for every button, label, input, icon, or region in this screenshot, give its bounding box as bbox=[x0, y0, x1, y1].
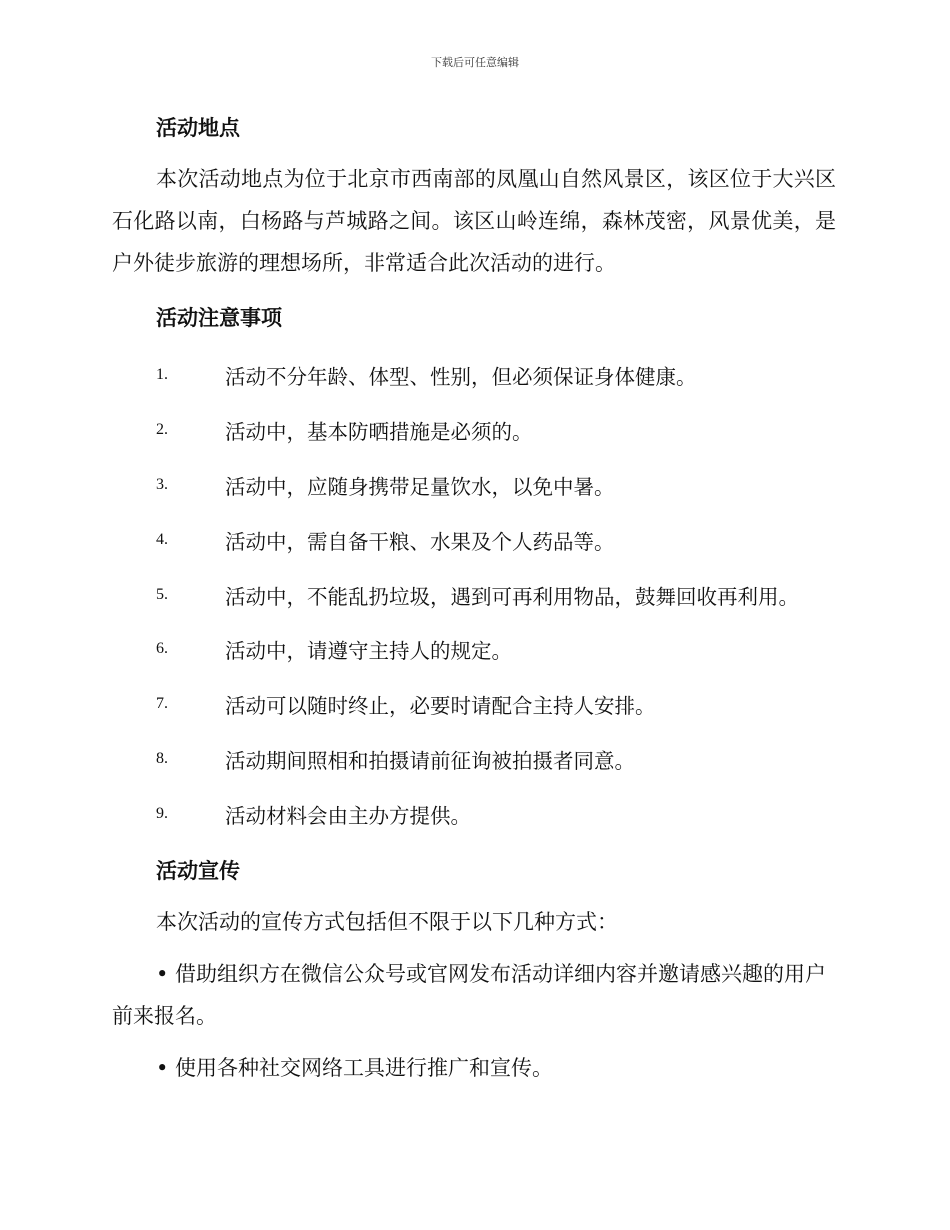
list-item-number: 5. bbox=[156, 585, 168, 603]
list-item-text: 活动可以随时终止，必要时请配合主持人安排。 bbox=[225, 694, 656, 719]
list-item-text: 活动中，应随身携带足量饮水，以免中暑。 bbox=[225, 474, 615, 499]
list-item bbox=[112, 403, 836, 458]
section-title-location: 活动地点 bbox=[156, 116, 240, 140]
section-title-notes: 活动注意事项 bbox=[156, 306, 282, 330]
list-item-text: 活动中，基本防晒措施是必须的。 bbox=[225, 420, 533, 445]
list-item-text: 活动中，请遵守主持人的规定。 bbox=[225, 639, 512, 664]
list-item bbox=[112, 732, 836, 787]
list-item-number: 6. bbox=[156, 640, 168, 658]
list-item-number: 9. bbox=[156, 804, 168, 822]
promotion-intro: 本次活动的宣传方式包括但不限于以下几种方式： bbox=[156, 910, 618, 935]
list-item-number: 8. bbox=[156, 749, 168, 767]
list-item-text: 活动中，不能乱扔垃圾，遇到可再利用物品，鼓舞回收再利用。 bbox=[225, 584, 799, 609]
list-item-number: 1. bbox=[156, 366, 168, 384]
list-item-text: 活动材料会由主办方提供。 bbox=[225, 803, 471, 828]
list-item bbox=[112, 458, 836, 513]
list-item-number: 3. bbox=[156, 475, 168, 493]
list-item-text: 活动期间照相和拍摄请前征询被拍摄者同意。 bbox=[225, 748, 635, 773]
list-item bbox=[112, 622, 836, 677]
promotion-bullet: • 借助组织方在微信公众号或官网发布活动详细内容并邀请感兴趣的用户前来报名。 bbox=[112, 962, 827, 1029]
location-paragraph: 本次活动地点为位于北京市西南部的凤凰山自然风景区，该区位于大兴区石化路以南，白杨路与芦城路之间。该区山岭连绵，森林茂密，风景优美，是户外徒步旅游的理想场所，非常适合此次活动的进行。 bbox=[112, 167, 836, 275]
list-item-number: 2. bbox=[156, 421, 168, 439]
header-note: 下载后可任意编辑 bbox=[431, 56, 519, 69]
list-item-text: 活动不分年龄、体型、性别，但必须保证身体健康。 bbox=[225, 365, 697, 390]
document-content bbox=[112, 108, 836, 1089]
list-item bbox=[112, 786, 836, 841]
list-item bbox=[112, 512, 836, 567]
section-title-promotion: 活动宣传 bbox=[156, 859, 240, 884]
notes-list bbox=[112, 348, 836, 841]
list-item-text: 活动中，需自备干粮、水果及个人药品等。 bbox=[225, 529, 615, 554]
list-item-number: 4. bbox=[156, 530, 168, 548]
list-item bbox=[112, 348, 836, 403]
list-item bbox=[112, 677, 836, 732]
list-item bbox=[112, 567, 836, 622]
promotion-bullet: • 使用各种社交网络工具进行推广和宣传。 bbox=[156, 1056, 554, 1081]
list-item-number: 7. bbox=[156, 695, 168, 713]
